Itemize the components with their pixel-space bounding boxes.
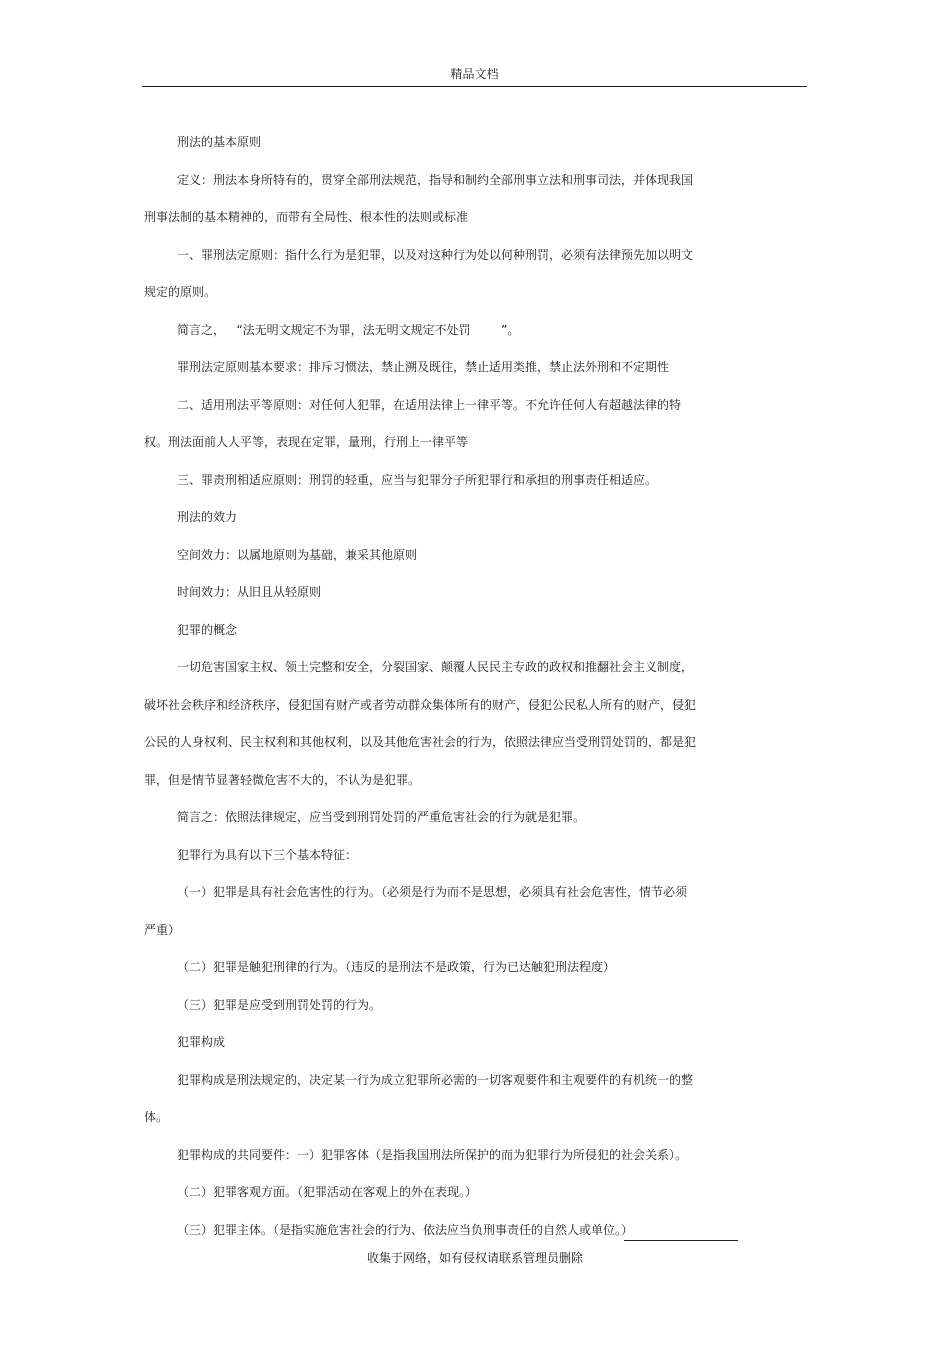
paragraph-line: 简言之， “法无明文规定不为罪，法无明文规定不处罚 ”。 <box>177 322 520 337</box>
paragraph-line: （一）犯罪是具有社会危害性的行为。（必须是行为而不是思想，必须具有社会危害性，情节必须 <box>177 885 688 899</box>
paragraph-line: 简言之：依照法律规定，应当受到刑罚处罚的严重危害社会的行为就是犯罪。 <box>177 810 586 824</box>
paragraph-line: 一切危害国家主权、领土完整和安全，分裂国家、颠覆人民民主专政的政权和推翻社会主义制度， <box>177 660 694 674</box>
paragraph-line: （二）犯罪是触犯刑律的行为。（违反的是刑法不是政策，行为已达触犯刑法程度） <box>177 960 616 974</box>
paragraph-line: 二、适用刑法平等原则：对任何人犯罪，在适用法律上一律平等。不允许任何人有超越法律的特 <box>177 397 682 412</box>
paragraph-line: 规定的原则。 <box>144 285 217 299</box>
paragraph-line: 严重） <box>144 922 181 937</box>
heading-crime-concept: 犯罪的概念 <box>177 622 238 637</box>
page-footer: 收集于网络，如有侵权请联系管理员删除 <box>366 1251 583 1265</box>
paragraph-line: 时间效力：从旧且从轻原则 <box>177 585 322 599</box>
paragraph-line: 一、罪刑法定原则：指什么行为是犯罪，以及对这种行为处以何种刑罚，必须有法律预先加以明文 <box>177 247 694 262</box>
paragraph-line: 公民的人身权利、民主权利和其他权利，以及其他危害社会的行为，依照法律应当受刑罚处罚的，都是犯 <box>144 735 697 749</box>
paragraph-line: （二）犯罪客观方面。（犯罪活动在客观上的外在表现。） <box>177 1185 478 1199</box>
paragraph-line: 三、罪责刑相适应原则：刑罚的轻重，应当与犯罪分子所犯罪行和承担的刑事责任相适应。 <box>177 472 658 487</box>
paragraph-line: （三）犯罪主体。（是指实施危害社会的行为、依法应当负刑事责任的自然人或单位。） <box>177 1222 634 1237</box>
heading-principles: 刑法的基本原则 <box>177 135 262 149</box>
paragraph-line: 犯罪行为具有以下三个基本特征： <box>177 847 358 862</box>
paragraph-line: 体。 <box>144 1110 169 1124</box>
paragraph-line: 破坏社会秩序和经济秩序，侵犯国有财产或者劳动群众集体所有的财产，侵犯公民私人所有的财产，侵犯 <box>144 697 697 712</box>
paragraph-line: 犯罪构成的共同要件：一）犯罪客体（是指我国刑法所保护的而为犯罪行为所侵犯的社会关系）。 <box>177 1147 688 1162</box>
paragraph-line: 定义：刑法本身所特有的，贯穿全部刑法规范，指导和制约全部刑事立法和刑事司法，并体现我国 <box>177 172 694 187</box>
paragraph-line: （三）犯罪是应受到刑罚处罚的行为。 <box>177 997 382 1012</box>
document-body <box>144 124 739 1249</box>
paragraph-line: 权。刑法面前人人平等，表现在定罪，量刑，行刑上一律平等 <box>144 435 469 449</box>
heading-effect: 刑法的效力 <box>177 510 238 524</box>
paragraph-line: 空间效力：以属地原则为基础，兼采其他原则 <box>177 547 418 562</box>
heading-crime-constitution: 犯罪构成 <box>177 1035 226 1049</box>
paragraph-line: 罪刑法定原则基本要求：排斥习惯法，禁止溯及既往，禁止适用类推，禁止法外刑和不定期性 <box>177 360 670 374</box>
paragraph-line: 犯罪构成是刑法规定的，决定某一行为成立犯罪所必需的一切客观要件和主观要件的有机统一的整 <box>177 1072 694 1087</box>
paragraph-line: 罪，但是情节显著轻微危害不大的，不认为是犯罪。 <box>144 772 421 787</box>
paragraph-line: 刑事法制的基本精神的，而带有全局性、根本性的法则或标准 <box>144 210 469 224</box>
underline-rule <box>624 1240 738 1241</box>
page-header: 精品文档 <box>142 66 807 87</box>
last-line-wrapper <box>144 1212 739 1250</box>
